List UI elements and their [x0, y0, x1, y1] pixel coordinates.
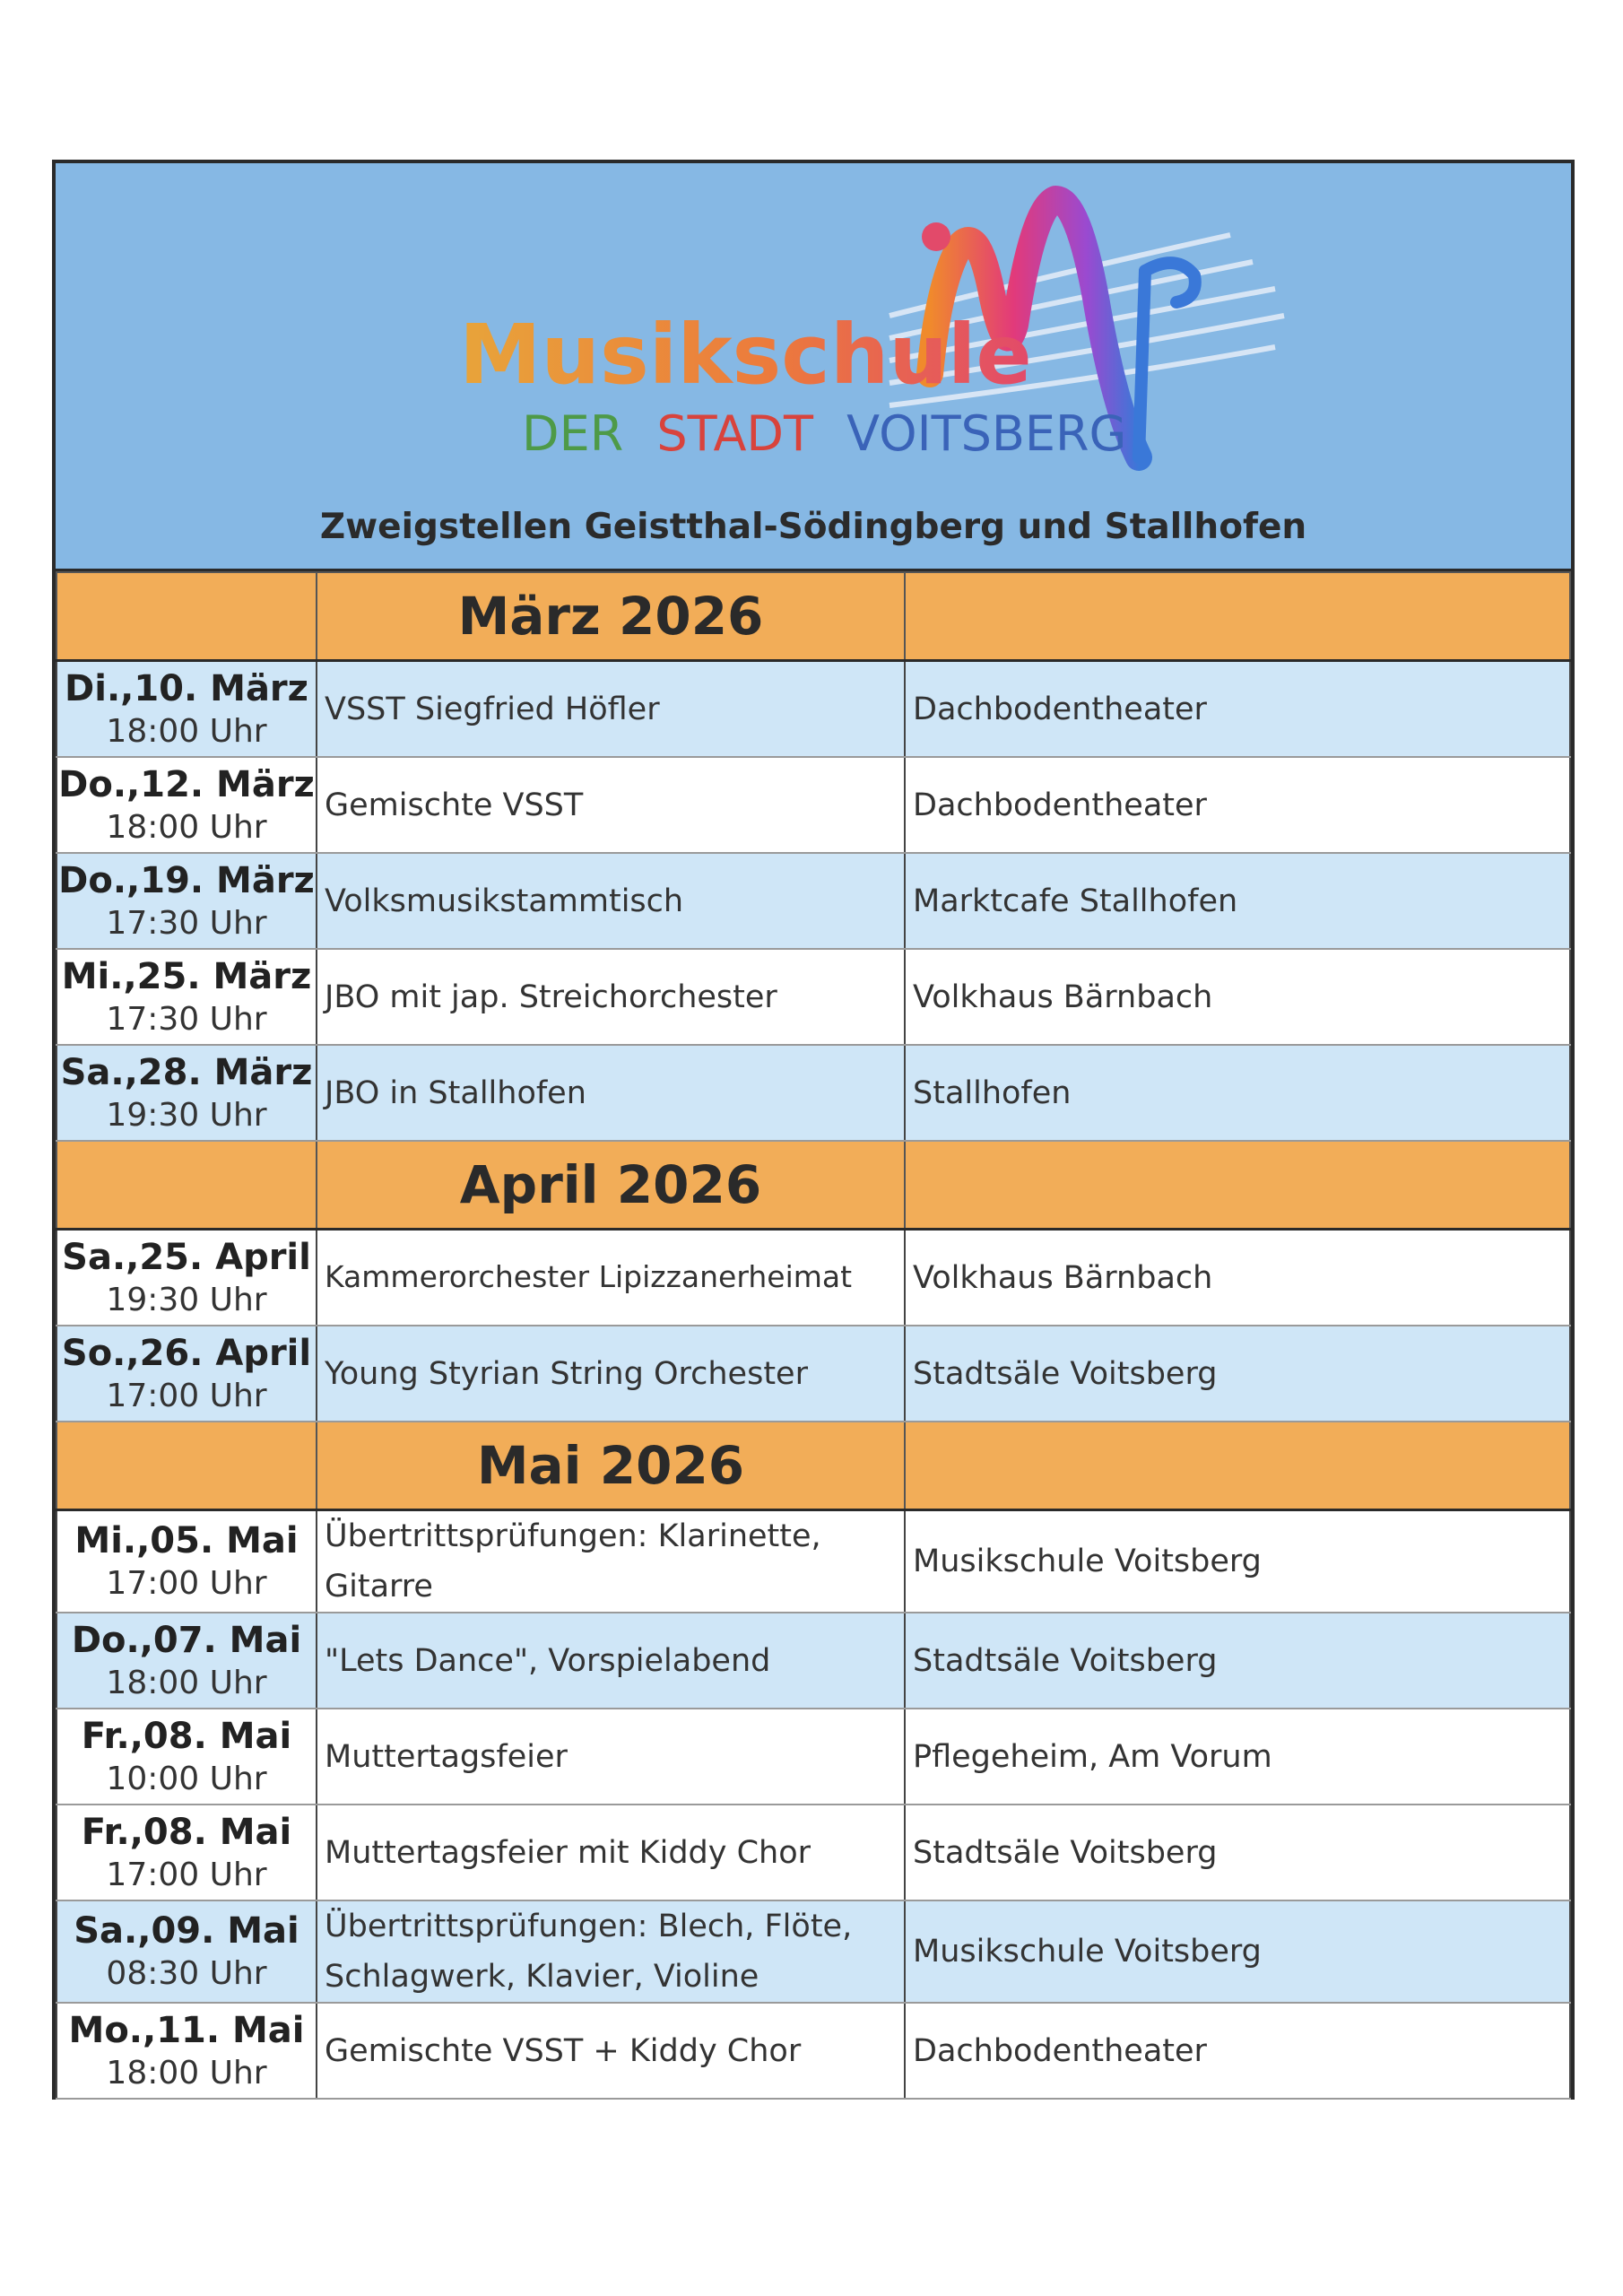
event-title: Übertrittsprüfungen: Klarinette, Gitarre: [317, 1510, 905, 1613]
event-time: 18:00 Uhr: [106, 1664, 267, 1701]
event-venue: Musikschule Voitsberg: [905, 1900, 1570, 2003]
event-venue: Stallhofen: [905, 1045, 1570, 1141]
event-day: Sa.,28. März: [60, 1051, 313, 1093]
event-time: 17:00 Uhr: [106, 1565, 267, 1602]
event-title: VSST Siegfried Höfler: [317, 661, 905, 758]
events-table: [56, 571, 1571, 2100]
event-row: [56, 1326, 1570, 1422]
event-date-cell: [56, 2003, 317, 2099]
event-time: 17:00 Uhr: [106, 1377, 267, 1414]
logo-word-stadt: STADT: [656, 405, 813, 462]
event-day: Mi.,05. Mai: [74, 1520, 299, 1561]
event-day: Sa.,09. Mai: [74, 1910, 299, 1952]
event-row: [56, 1230, 1570, 1326]
event-row: [56, 1709, 1570, 1805]
event-date-cell: [56, 1900, 317, 2003]
event-venue: Dachbodentheater: [905, 757, 1570, 853]
logo-word-der: DER: [522, 405, 624, 462]
event-row: [56, 1510, 1570, 1613]
event-venue: Dachbodentheater: [905, 2003, 1570, 2099]
event-date-cell: [56, 661, 317, 758]
event-row: [56, 757, 1570, 853]
event-venue: Volkhaus Bärnbach: [905, 1230, 1570, 1326]
event-day: Do.,07. Mai: [71, 1619, 302, 1661]
logo-word-voitsberg: VOITSBERG: [846, 405, 1127, 462]
logo-wordmark: Musikschule: [459, 307, 1032, 403]
event-venue: Stadtsäle Voitsberg: [905, 1805, 1570, 1900]
month-spacer: [56, 1422, 317, 1510]
event-time: 18:00 Uhr: [106, 712, 267, 750]
header-banner: [56, 163, 1571, 571]
event-title: Volksmusikstammtisch: [317, 853, 905, 949]
event-time: 08:30 Uhr: [106, 1955, 267, 1992]
event-title: "Lets Dance", Vorspielabend: [317, 1613, 905, 1709]
event-date-cell: [56, 757, 317, 853]
event-day: Sa.,25. April: [62, 1236, 311, 1278]
event-date-cell: [56, 1326, 317, 1422]
month-spacer: [905, 572, 1570, 661]
event-day: Di.,10. März: [65, 667, 308, 709]
month-header-row: [56, 1141, 1570, 1230]
event-time: 17:30 Uhr: [106, 1000, 267, 1038]
event-row: [56, 1900, 1570, 2003]
event-day: So.,26. April: [61, 1332, 312, 1374]
musikschule-logo: [387, 172, 1436, 495]
event-venue: Dachbodentheater: [905, 661, 1570, 758]
event-row: [56, 2003, 1570, 2099]
event-date-cell: [56, 1510, 317, 1613]
event-time: 17:00 Uhr: [106, 1856, 267, 1893]
event-date-cell: [56, 1230, 317, 1326]
event-time: 18:00 Uhr: [106, 808, 267, 846]
event-title: JBO in Stallhofen: [317, 1045, 905, 1141]
event-title: Gemischte VSST: [317, 757, 905, 853]
event-time: 17:30 Uhr: [106, 904, 267, 942]
month-header-row: [56, 1422, 1570, 1510]
event-title: Muttertagsfeier mit Kiddy Chor: [317, 1805, 905, 1900]
event-day: Do.,12. März: [58, 763, 315, 805]
event-time: 18:00 Uhr: [106, 2054, 267, 2092]
event-time: 19:30 Uhr: [106, 1096, 267, 1134]
event-date-cell: [56, 1045, 317, 1141]
month-spacer: [905, 1422, 1570, 1510]
event-title: Übertrittsprüfungen: Blech, Flöte, Schlagwerk, Klavier, Violine: [317, 1900, 905, 2003]
schedule-sheet: [52, 160, 1575, 2100]
event-row: [56, 949, 1570, 1045]
month-spacer: [56, 572, 317, 661]
event-row: [56, 661, 1570, 758]
month-label: März 2026: [317, 572, 905, 661]
month-spacer: [56, 1141, 317, 1230]
event-day: Fr.,08. Mai: [81, 1811, 292, 1853]
event-venue: Marktcafe Stallhofen: [905, 853, 1570, 949]
event-day: Fr.,08. Mai: [81, 1715, 292, 1757]
event-venue: Musikschule Voitsberg: [905, 1510, 1570, 1613]
event-day: Mo.,11. Mai: [68, 2009, 305, 2051]
event-title: JBO mit jap. Streichorchester: [317, 949, 905, 1045]
event-time: 19:30 Uhr: [106, 1281, 267, 1318]
event-day: Mi.,25. März: [61, 955, 312, 997]
event-day: Do.,19. März: [58, 859, 315, 901]
month-spacer: [905, 1141, 1570, 1230]
logo-tagline: [522, 405, 1126, 462]
event-title: Young Styrian String Orchester: [317, 1326, 905, 1422]
event-date-cell: [56, 949, 317, 1045]
month-label: Mai 2026: [317, 1422, 905, 1510]
page-subtitle: Zweigstellen Geistthal-Södingberg und Stallhofen: [319, 507, 1307, 547]
event-date-cell: [56, 1805, 317, 1900]
event-time: 10:00 Uhr: [106, 1760, 267, 1797]
event-date-cell: [56, 1613, 317, 1709]
event-row: [56, 1805, 1570, 1900]
event-row: [56, 853, 1570, 949]
event-venue: Stadtsäle Voitsberg: [905, 1326, 1570, 1422]
event-row: [56, 1613, 1570, 1709]
event-title: Kammerorchester Lipizzanerheimat: [317, 1230, 905, 1326]
event-venue: Volkhaus Bärnbach: [905, 949, 1570, 1045]
event-venue: Stadtsäle Voitsberg: [905, 1613, 1570, 1709]
event-date-cell: [56, 853, 317, 949]
month-header-row: [56, 572, 1570, 661]
event-title: Gemischte VSST + Kiddy Chor: [317, 2003, 905, 2099]
event-venue: Pflegeheim, Am Vorum: [905, 1709, 1570, 1805]
event-title: Muttertagsfeier: [317, 1709, 905, 1805]
month-label: April 2026: [317, 1141, 905, 1230]
event-row: [56, 1045, 1570, 1141]
event-date-cell: [56, 1709, 317, 1805]
